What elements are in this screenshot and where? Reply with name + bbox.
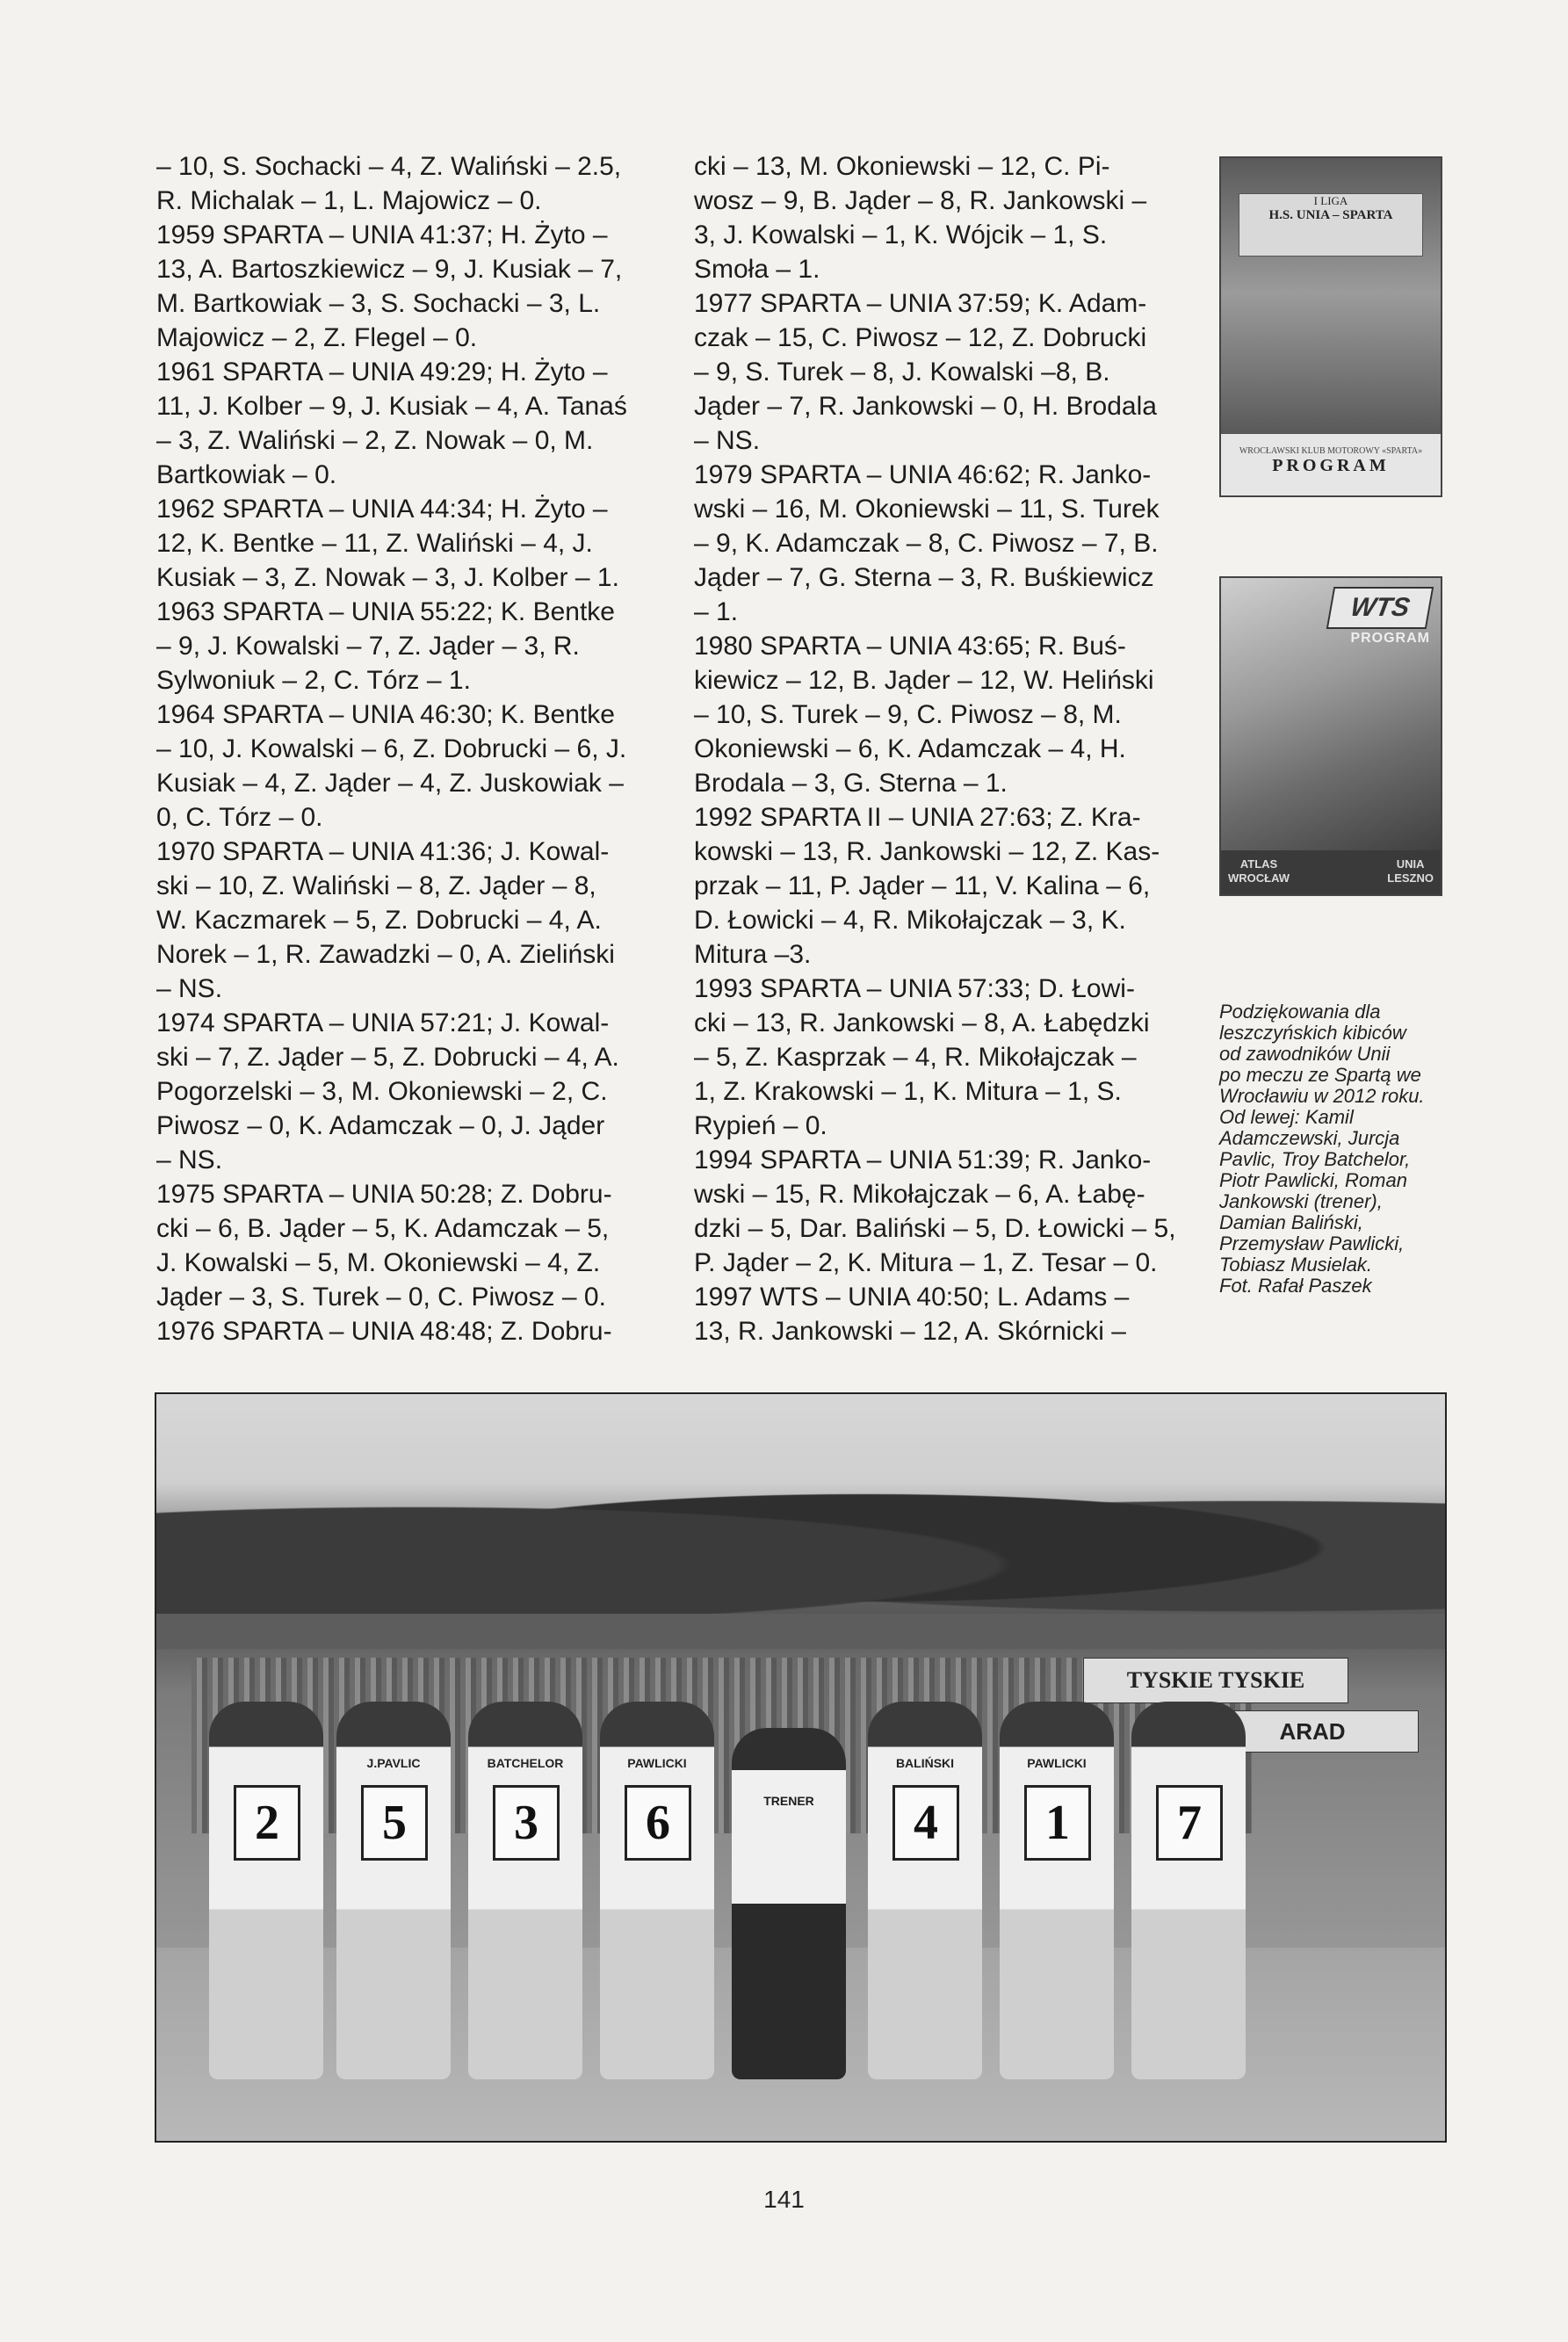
text-line: 1964 SPARTA – UNIA 46:30; K. Bentke bbox=[156, 700, 615, 729]
text-line: Mitura –3. bbox=[694, 940, 812, 969]
text-column-left bbox=[156, 149, 666, 1348]
text-line: – 9, K. Adamczak – 8, C. Piwosz – 7, B. bbox=[694, 529, 1159, 558]
text-line: ski – 10, Z. Waliński – 8, Z. Jąder – 8, bbox=[156, 871, 596, 900]
text-line: J. Kowalski – 5, M. Okoniewski – 4, Z. bbox=[156, 1248, 601, 1277]
text-line: dzki – 5, Dar. Baliński – 5, D. Łowicki – 5, bbox=[694, 1214, 1176, 1243]
text-line: Kusiak – 3, Z. Nowak – 3, J. Kolber – 1. bbox=[156, 563, 619, 592]
text-line: 1980 SPARTA – UNIA 43:65; R. Buś- bbox=[694, 632, 1126, 661]
text-line: Majowicz – 2, Z. Flegel – 0. bbox=[156, 323, 478, 352]
rider-bib-number: 3 bbox=[493, 1785, 560, 1861]
text-line: 1994 SPARTA – UNIA 51:39; R. Janko- bbox=[694, 1146, 1152, 1175]
text-line: 0, C. Tórz – 0. bbox=[156, 803, 323, 832]
programme-footer bbox=[1221, 433, 1441, 495]
text-line: Rypień – 0. bbox=[694, 1111, 827, 1140]
rider-bib-number: 7 bbox=[1156, 1785, 1223, 1861]
wts-logo: WTS bbox=[1326, 587, 1434, 629]
text-line: 1970 SPARTA – UNIA 41:36; J. Kowal- bbox=[156, 837, 610, 866]
team-left bbox=[1228, 857, 1290, 885]
text-line: – 3, Z. Waliński – 2, Z. Nowak – 0, M. bbox=[156, 426, 594, 455]
text-line: 11, J. Kolber – 9, J. Kusiak – 4, A. Tanaś bbox=[156, 392, 627, 421]
caption-line: od zawodników Unii bbox=[1219, 1043, 1391, 1065]
caption-line: Od lewej: Kamil bbox=[1219, 1106, 1354, 1128]
wts-program-label: PROGRAM bbox=[1350, 631, 1430, 646]
text-line: – 10, J. Kowalski – 6, Z. Dobrucki – 6, J. bbox=[156, 734, 627, 763]
text-line: Okoniewski – 6, K. Adamczak – 4, H. bbox=[694, 734, 1126, 763]
text-line: Sylwoniuk – 2, C. Tórz – 1. bbox=[156, 666, 471, 695]
rider-bib-number: 4 bbox=[892, 1785, 959, 1861]
text-line: – 10, S. Turek – 9, C. Piwosz – 8, M. bbox=[694, 700, 1122, 729]
rider-bib-number: 6 bbox=[625, 1785, 691, 1861]
team-right bbox=[1387, 857, 1434, 885]
team-right-city: LESZNO bbox=[1387, 871, 1434, 885]
text-line: Jąder – 7, G. Sterna – 3, R. Buśkiewicz bbox=[694, 563, 1154, 592]
text-line: 1992 SPARTA II – UNIA 27:63; Z. Kra- bbox=[694, 803, 1141, 832]
trainer-figure bbox=[732, 1728, 846, 2079]
caption-line: leszczyńskich kibiców bbox=[1219, 1022, 1406, 1044]
text-line: Brodala – 3, G. Sterna – 1. bbox=[694, 769, 1008, 798]
text-line: – 1. bbox=[694, 597, 739, 626]
caption-line: Podziękowania dla bbox=[1219, 1001, 1381, 1023]
team-left-city: WROCŁAW bbox=[1228, 871, 1290, 885]
text-line: P. Jąder – 2, K. Mitura – 1, Z. Tesar – 0. bbox=[694, 1248, 1158, 1277]
text-line: 1962 SPARTA – UNIA 44:34; H. Żyto – bbox=[156, 495, 608, 524]
rider-name: J.PAVLIC bbox=[366, 1756, 421, 1770]
text-line: Kusiak – 4, Z. Jąder – 4, Z. Juskowiak – bbox=[156, 769, 624, 798]
trainer-label: TRENER bbox=[763, 1794, 814, 1808]
programme-cover-sparta-unia bbox=[1219, 156, 1442, 497]
text-line: 3, J. Kowalski – 1, K. Wójcik – 1, S. bbox=[694, 220, 1108, 249]
text-line: Jąder – 7, R. Jankowski – 0, H. Brodala bbox=[694, 392, 1157, 421]
rider-bib-number: 5 bbox=[361, 1785, 428, 1861]
caption-line: Damian Baliński, bbox=[1219, 1211, 1363, 1233]
rider bbox=[1000, 1702, 1114, 2079]
programme-header bbox=[1239, 193, 1423, 257]
rider-name: BALIŃSKI bbox=[895, 1756, 955, 1770]
caption-line: Tobiasz Musielak. bbox=[1219, 1254, 1373, 1276]
text-line: 1979 SPARTA – UNIA 46:62; R. Janko- bbox=[694, 460, 1152, 489]
text-line: cki – 13, M. Okoniewski – 12, C. Pi- bbox=[694, 152, 1110, 181]
rider bbox=[336, 1702, 451, 2079]
text-line: Piwosz – 0, K. Adamczak – 0, J. Jąder bbox=[156, 1111, 605, 1140]
page-number: 141 bbox=[763, 2186, 805, 2213]
programme-match: H.S. UNIA – SPARTA bbox=[1268, 208, 1393, 222]
text-line: cki – 6, B. Jąder – 5, K. Adamczak – 5, bbox=[156, 1214, 610, 1243]
text-line: – 5, Z. Kasprzak – 4, R. Mikołajczak – bbox=[694, 1043, 1137, 1072]
text-line: 1, Z. Krakowski – 1, K. Mitura – 1, S. bbox=[694, 1077, 1122, 1106]
text-line: 1993 SPARTA – UNIA 57:33; D. Łowi- bbox=[694, 974, 1135, 1003]
caption-line: Fot. Rafał Paszek bbox=[1219, 1275, 1372, 1297]
team-left-sponsor: ATLAS bbox=[1239, 857, 1278, 871]
text-line: M. Bartkowiak – 3, S. Sochacki – 3, L. bbox=[156, 289, 601, 318]
rider-name: BATCHELOR bbox=[487, 1756, 564, 1770]
text-line: wosz – 9, B. Jąder – 8, R. Jankowski – bbox=[694, 186, 1147, 215]
ad-board-tyskie: TYSKIE TYSKIE bbox=[1083, 1658, 1348, 1703]
text-line: przak – 11, P. Jąder – 11, V. Kalina – 6, bbox=[694, 871, 1151, 900]
caption-line: Pavlic, Troy Batchelor, bbox=[1219, 1148, 1411, 1170]
text-line: Bartkowiak – 0. bbox=[156, 460, 337, 489]
text-line: 1975 SPARTA – UNIA 50:28; Z. Dobru- bbox=[156, 1180, 612, 1209]
programme-title: PROGRAM bbox=[1272, 456, 1390, 475]
text-line: 1976 SPARTA – UNIA 48:48; Z. Dobru- bbox=[156, 1317, 612, 1346]
text-line: 1963 SPARTA – UNIA 55:22; K. Bentke bbox=[156, 597, 615, 626]
ad-board-arad: ARAD bbox=[1206, 1710, 1419, 1753]
text-line: – NS. bbox=[156, 1146, 223, 1175]
text-line: 13, A. Bartoszkiewicz – 9, J. Kusiak – 7, bbox=[156, 255, 623, 284]
text-line: wski – 15, R. Mikołajczak – 6, A. Łabę- bbox=[694, 1180, 1145, 1209]
text-line: 1959 SPARTA – UNIA 41:37; H. Żyto – bbox=[156, 220, 608, 249]
caption-line: Przemysław Pawlicki, bbox=[1219, 1232, 1405, 1254]
caption-line: Piotr Pawlicki, Roman bbox=[1219, 1169, 1407, 1191]
text-line: cki – 13, R. Jankowski – 8, A. Łabędzki bbox=[694, 1008, 1150, 1037]
rider bbox=[1131, 1702, 1246, 2079]
rider-name: PAWLICKI bbox=[1027, 1756, 1087, 1770]
text-line: – NS. bbox=[156, 974, 223, 1003]
wts-teams bbox=[1221, 850, 1441, 894]
text-line: 1997 WTS – UNIA 40:50; L. Adams – bbox=[694, 1283, 1130, 1312]
photo-caption bbox=[1219, 1001, 1456, 1297]
rider bbox=[468, 1702, 582, 2079]
caption-line: Wrocławiu w 2012 roku. bbox=[1219, 1085, 1425, 1107]
text-line: – 9, S. Turek – 8, J. Kowalski –8, B. bbox=[694, 358, 1110, 387]
caption-line: Adamczewski, Jurcja bbox=[1219, 1127, 1400, 1149]
text-line: kowski – 13, R. Jankowski – 12, Z. Kas- bbox=[694, 837, 1160, 866]
text-line: wski – 16, M. Okoniewski – 11, S. Turek bbox=[694, 495, 1160, 524]
text-line: 1974 SPARTA – UNIA 57:21; J. Kowal- bbox=[156, 1008, 610, 1037]
rider-bib-number: 1 bbox=[1024, 1785, 1091, 1861]
stand-roof bbox=[156, 1614, 1445, 1649]
text-line: Norek – 1, R. Zawadzki – 0, A. Zieliński bbox=[156, 940, 615, 969]
rider bbox=[209, 1702, 323, 2079]
caption-line: Jankowski (trener), bbox=[1219, 1190, 1383, 1212]
team-right-name: UNIA bbox=[1396, 857, 1425, 871]
text-line: R. Michalak – 1, L. Majowicz – 0. bbox=[156, 186, 542, 215]
programme-cover-wts-unia bbox=[1219, 576, 1442, 896]
text-line: 12, K. Bentke – 11, Z. Waliński – 4, J. bbox=[156, 529, 593, 558]
text-line: Pogorzelski – 3, M. Okoniewski – 2, C. bbox=[156, 1077, 608, 1106]
text-line: – 10, S. Sochacki – 4, Z. Waliński – 2.5, bbox=[156, 152, 622, 181]
text-column-middle bbox=[694, 149, 1203, 1348]
text-line: kiewicz – 12, B. Jąder – 12, W. Heliński bbox=[694, 666, 1154, 695]
text-line: Smoła – 1. bbox=[694, 255, 820, 284]
text-line: Jąder – 3, S. Turek – 0, C. Piwosz – 0. bbox=[156, 1283, 606, 1312]
caption-line: po meczu ze Spartą we bbox=[1219, 1064, 1421, 1086]
text-line: 13, R. Jankowski – 12, A. Skórnicki – bbox=[694, 1317, 1126, 1346]
text-line: D. Łowicki – 4, R. Mikołajczak – 3, K. bbox=[694, 906, 1126, 935]
rider-name: PAWLICKI bbox=[627, 1756, 687, 1770]
rider-bib-number: 2 bbox=[234, 1785, 300, 1861]
text-line: – 9, J. Kowalski – 7, Z. Jąder – 3, R. bbox=[156, 632, 580, 661]
text-line: czak – 15, C. Piwosz – 12, Z. Dobrucki bbox=[694, 323, 1147, 352]
text-line: W. Kaczmarek – 5, Z. Dobrucki – 4, A. bbox=[156, 906, 602, 935]
text-line: ski – 7, Z. Jąder – 5, Z. Dobrucki – 4, A. bbox=[156, 1043, 619, 1072]
programme-league: I LIGA bbox=[1313, 194, 1348, 207]
programme-club: WROCŁAWSKI KLUB MOTOROWY «SPARTA» bbox=[1239, 446, 1423, 456]
text-line: 1977 SPARTA – UNIA 37:59; K. Adam- bbox=[694, 289, 1147, 318]
trees-background bbox=[156, 1464, 1445, 1631]
text-line: 1961 SPARTA – UNIA 49:29; H. Żyto – bbox=[156, 358, 608, 387]
team-photo bbox=[155, 1392, 1447, 2143]
rider bbox=[600, 1702, 714, 2079]
text-line: – NS. bbox=[694, 426, 761, 455]
rider bbox=[868, 1702, 982, 2079]
